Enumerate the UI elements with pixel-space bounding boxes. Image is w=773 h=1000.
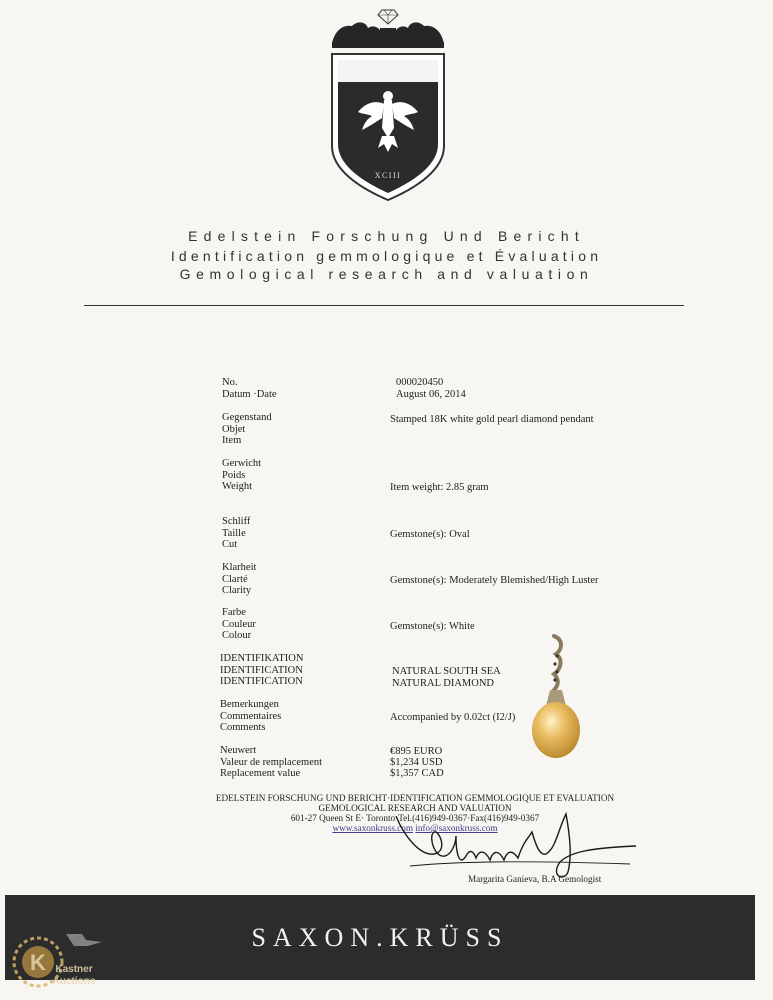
value-euro: €895 EURO xyxy=(390,746,443,757)
clarity-value: Gemstone(s): Moderately Blemished/High Luster xyxy=(390,575,599,586)
brand-band xyxy=(5,895,755,980)
clarity-labels: Klarheit Clarté Clarity xyxy=(222,562,257,596)
svg-text:Auctions: Auctions xyxy=(52,976,96,987)
comments-value: Accompanied by 0.02ct (I2/J) xyxy=(390,712,516,723)
identification-value-pearl: NATURAL SOUTH SEA xyxy=(392,666,501,677)
item-labels: Gegenstand Objet Item xyxy=(222,412,272,446)
title-german: Edelstein Forschung Und Bericht xyxy=(188,228,585,244)
colour-value: Gemstone(s): White xyxy=(390,621,475,632)
value-cad: $1,357 CAD xyxy=(390,768,444,779)
report-date: August 06, 2014 xyxy=(396,389,466,400)
colour-labels: Farbe Couleur Colour xyxy=(222,607,256,641)
website-link[interactable]: www.saxonkruss.com xyxy=(332,823,414,833)
comments-labels: Bemerkungen Commentaires Comments xyxy=(220,699,282,733)
cut-value: Gemstone(s): Oval xyxy=(390,529,470,540)
svg-text:Kastner: Kastner xyxy=(55,964,93,975)
crest-numeral: XCIII xyxy=(374,171,402,180)
title-french: Identification gemmologique et Évaluation xyxy=(170,248,603,264)
weight-labels: Gerwicht Poids Weight xyxy=(222,458,262,492)
value-usd: $1,234 USD xyxy=(390,757,443,768)
identification-value-diamond: NATURAL DIAMOND xyxy=(392,678,494,689)
weight-value: Item weight: 2.85 gram xyxy=(390,482,489,493)
handwritten-signature xyxy=(390,796,640,886)
heraldic-crest-logo xyxy=(328,4,448,204)
report-number: 000020450 xyxy=(396,377,444,388)
number-date-labels: No. Datum ·Date xyxy=(222,377,277,400)
header-divider xyxy=(84,305,684,306)
brand-name: SAXON.KRÜSS xyxy=(251,923,509,952)
email-link[interactable]: info@saxonkruss.com xyxy=(415,823,498,833)
svg-text:K: K xyxy=(30,950,46,975)
gemologist-name: Margarita Ganieva, B.A Gemologist xyxy=(468,874,602,884)
value-labels: Neuwert Valeur de remplacement Replacement value xyxy=(220,745,323,779)
item-value: Stamped 18K white gold pearl diamond pendant xyxy=(390,414,594,425)
auction-watermark-logo xyxy=(8,928,108,992)
footer-address-line: 601-27 Queen St E· Toronto·Tel.(416)949-0367·Fax(416)949-0367 xyxy=(290,813,540,823)
identification-labels: IDENTIFIKATION IDENTIFICATION IDENTIFICATION xyxy=(220,653,304,687)
footer-research-line: GEMOLOGICAL RESEARCH AND VALUATION xyxy=(318,803,512,813)
footer-institute-line: EDELSTEIN FORSCHUNG UND BERICHT·IDENTIFICATION GEMMOLOGIQUE ET EVALUATION xyxy=(215,793,615,803)
cut-labels: Schliff Taille Cut xyxy=(222,516,251,550)
pendant-photo xyxy=(524,634,588,762)
title-english: Gemological research and valuation xyxy=(179,266,594,282)
